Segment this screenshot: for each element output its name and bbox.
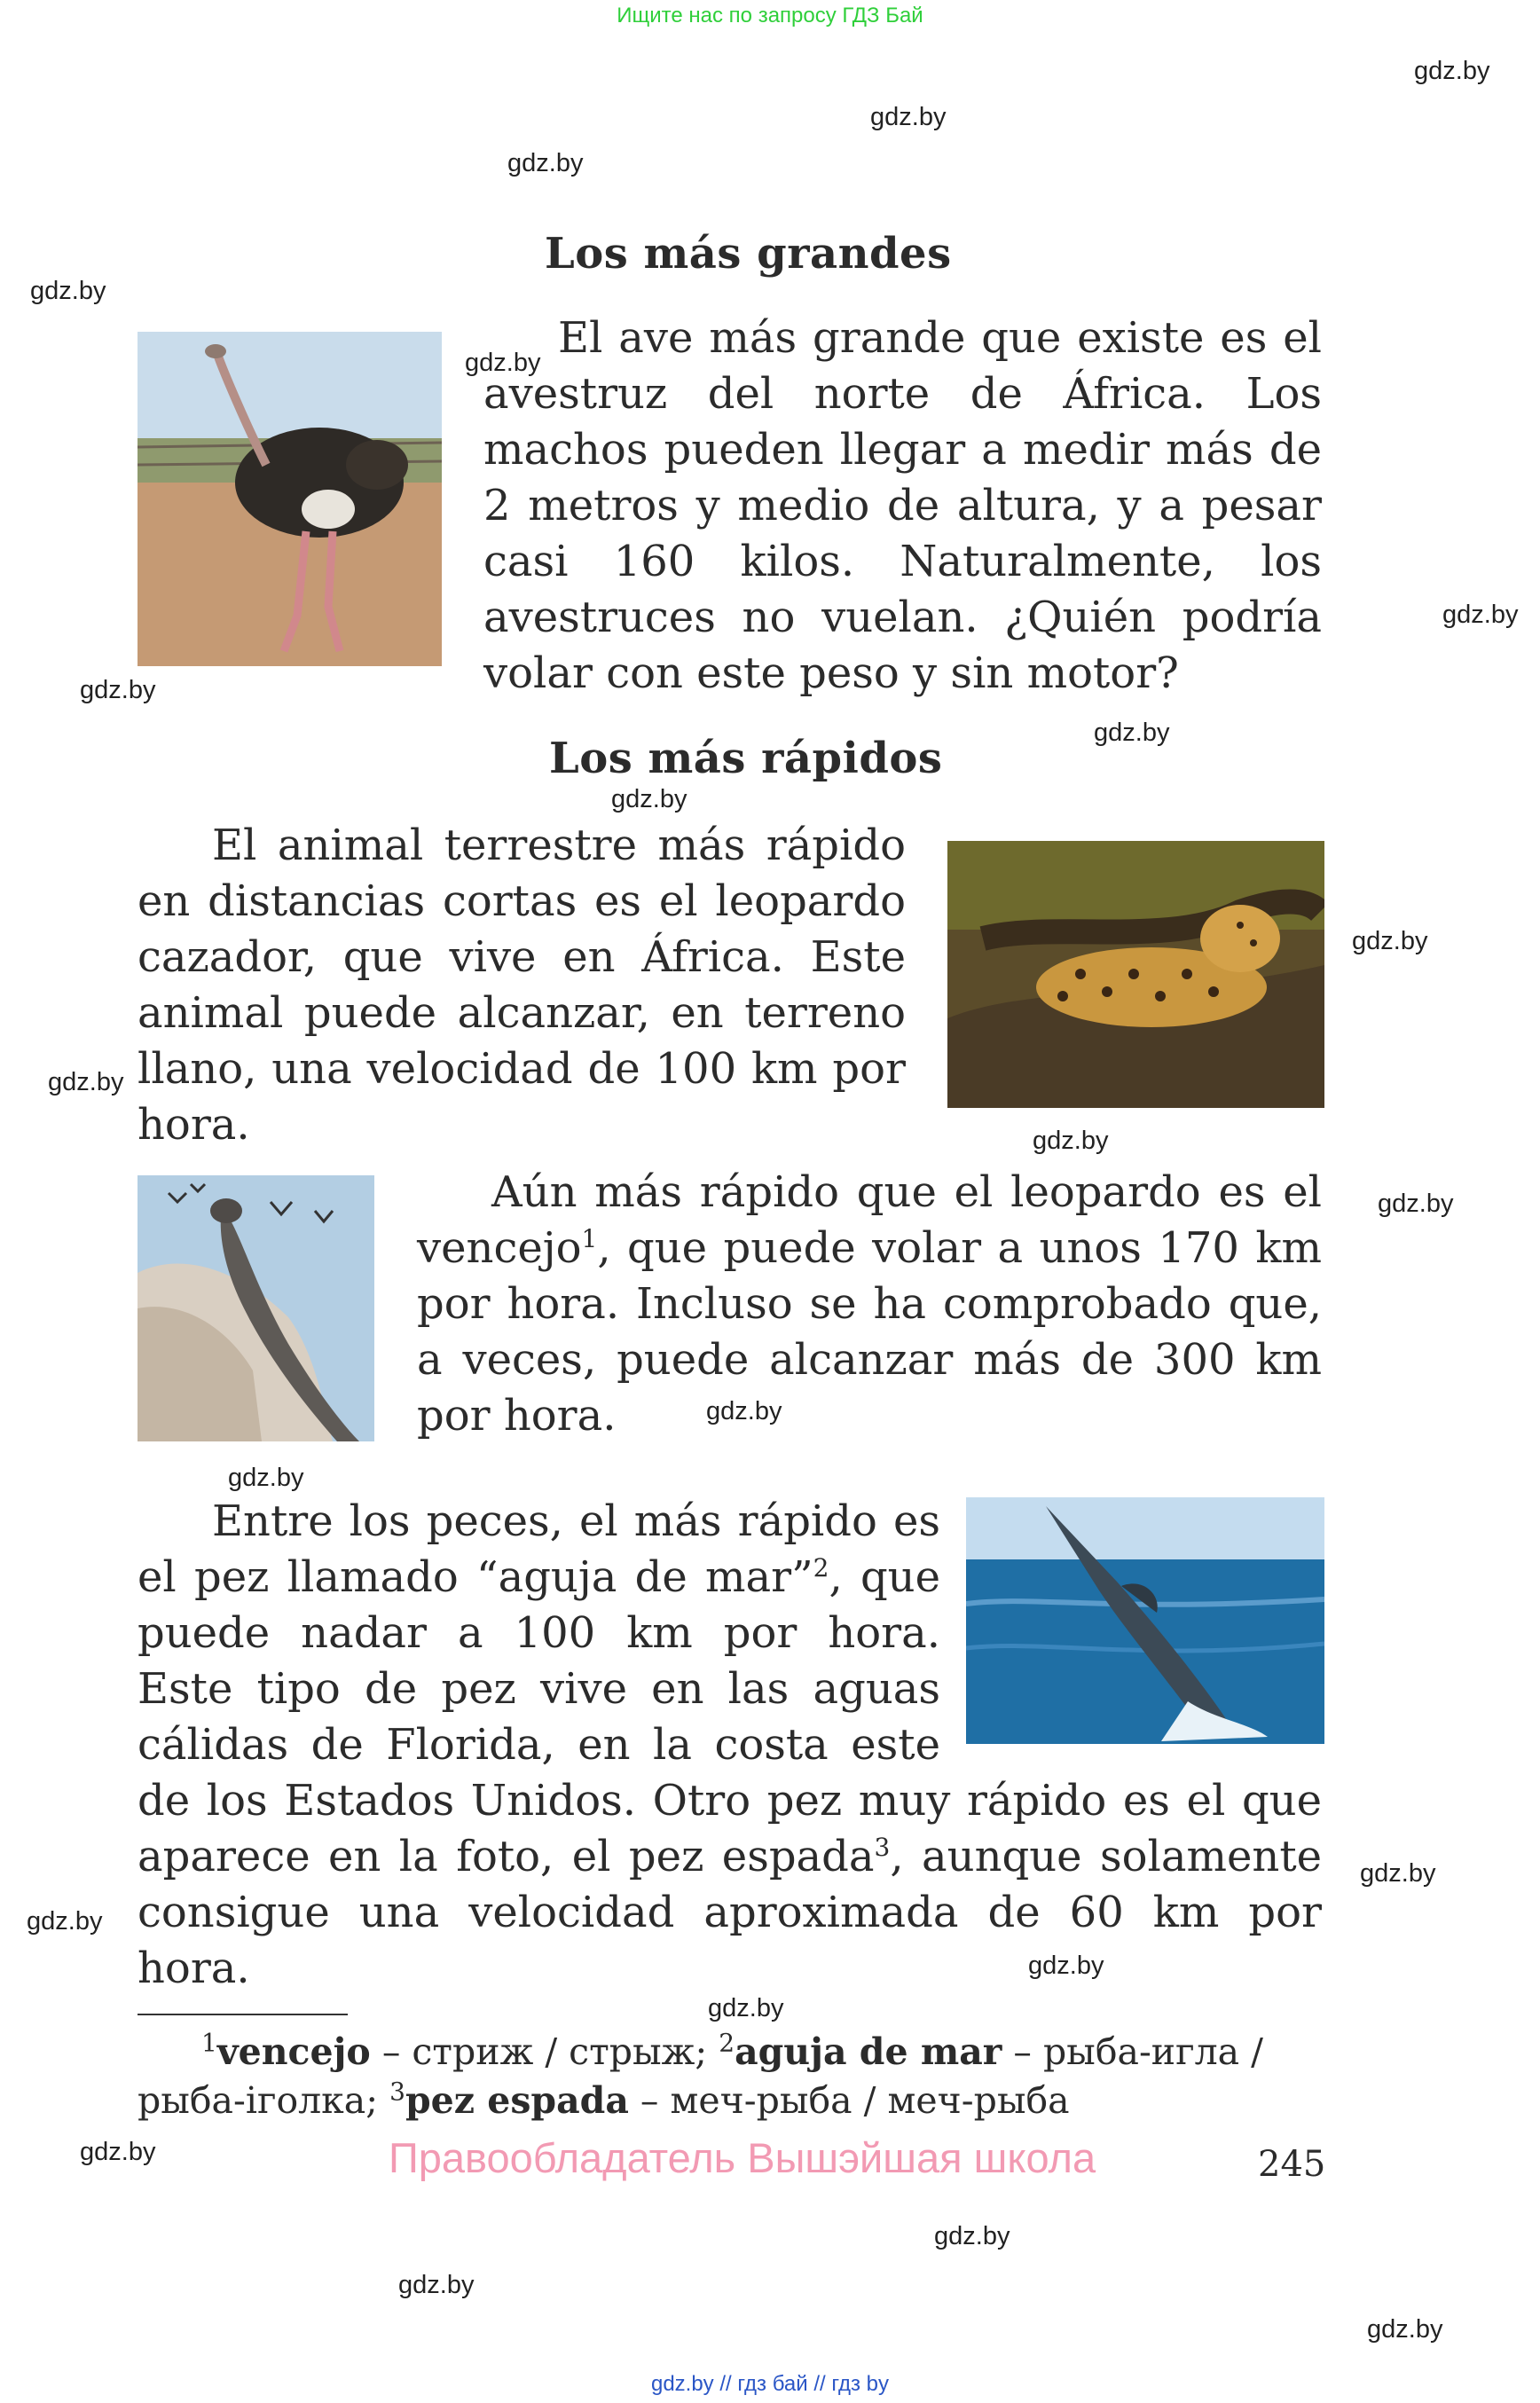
section-title-rapidos: Los más rápidos bbox=[549, 734, 943, 783]
watermark: gdz.by bbox=[1094, 719, 1170, 747]
watermark: gdz.by bbox=[1442, 601, 1519, 629]
watermark: gdz.by bbox=[30, 277, 106, 305]
paragraph-leopard-text: El animal terrestre más rápido en distancias cortas es el leopardo cazador, que vive en África. Este animal puede alcanzar, en terreno llano, una velocidad de 100 km por hora. bbox=[138, 821, 906, 1150]
ostrich-photo bbox=[138, 332, 442, 666]
footnote-definition: – меч-рыба / меч-рыба bbox=[628, 2079, 1070, 2122]
paragraph-fish-text-a: Entre los peces, el más rápido es el pez llamado “aguja de mar” bbox=[138, 1496, 940, 1602]
watermark: gdz.by bbox=[1033, 1127, 1109, 1155]
footnote-ref-3: 3 bbox=[874, 1833, 891, 1862]
paragraph-ostrich-text: El ave más grande que existe es el avestruz del norte de África. Los machos pueden llegar a medir más de 2 metros y medio de altura, y a pesar casi 160 kilos. Naturalmente, los avestruces no vuelan. ¿Quién podría volar con este peso y sin motor? bbox=[483, 313, 1322, 698]
footnote-term: aguja de mar bbox=[735, 2030, 1002, 2073]
footnotes bbox=[138, 2028, 1322, 2125]
paragraph-fish-text-c: , aunque solamente consigue una velocidad aproximada de 60 km por hora. bbox=[138, 1832, 1323, 1993]
footnote-ref-2: 2 bbox=[813, 1553, 829, 1582]
paragraph-ostrich bbox=[483, 310, 1322, 702]
watermark: gdz.by bbox=[228, 1464, 304, 1492]
footnote-number: 3 bbox=[389, 2077, 405, 2107]
watermark: gdz.by bbox=[465, 349, 541, 377]
watermark: gdz.by bbox=[1378, 1190, 1454, 1218]
paragraph-fish-text-b: , que puede nadar a 100 km por hora. Este tipo de pez vive en las aguas cálidas de Florida, en la costa este de los Estados Unidos. Otro pez muy rápido es el que aparece en la foto, el pez espada bbox=[138, 1552, 1322, 1881]
swift-photo bbox=[138, 1175, 374, 1441]
watermark: gdz.by bbox=[708, 1994, 784, 2022]
watermark: gdz.by bbox=[706, 1397, 782, 1425]
page-number: 245 bbox=[1258, 2144, 1326, 2185]
footnote-term: vencejo bbox=[216, 2030, 371, 2073]
paragraph-swift-text-b: , que puede volar a unos 170 km por hora. Incluso se ha comprobado que, a veces, puede alcanzar más de 300 km por hora. bbox=[417, 1223, 1322, 1441]
watermark: gdz.by bbox=[398, 2271, 475, 2299]
leopard-photo bbox=[947, 841, 1324, 1108]
watermark: gdz.by bbox=[507, 149, 584, 177]
paragraph-swift bbox=[417, 1165, 1322, 1444]
footnote-definition: – стриж / стрыж; bbox=[370, 2030, 719, 2073]
watermark: gdz.by bbox=[611, 785, 688, 813]
watermark: gdz.by bbox=[934, 2222, 1010, 2250]
watermark: gdz.by bbox=[80, 676, 156, 704]
copyright-owner: Правообладатель Вышэйшая школа bbox=[389, 2134, 1096, 2181]
watermark: gdz.by bbox=[80, 2138, 156, 2166]
paragraph-fish bbox=[138, 1494, 1322, 1997]
footnote-term: pez espada bbox=[405, 2079, 629, 2122]
footnote-separator bbox=[138, 2014, 348, 2015]
footnote-number: 1 bbox=[201, 2028, 217, 2058]
paragraph-leopard bbox=[138, 818, 906, 1153]
watermark: gdz.by bbox=[1352, 927, 1428, 955]
watermark: gdz.by bbox=[870, 103, 947, 131]
watermark: gdz.by bbox=[1028, 1951, 1104, 1980]
header-note: Ищите нас по запросу ГДЗ Бай bbox=[617, 4, 923, 27]
watermark: gdz.by bbox=[1414, 57, 1490, 85]
watermark: gdz.by bbox=[1367, 2315, 1443, 2344]
section-title-grandes: Los más grandes bbox=[545, 229, 952, 279]
paragraph-swift-text-a: Aún más rápido que el leopardo es el vencejo bbox=[417, 1167, 1322, 1273]
watermark: gdz.by bbox=[48, 1068, 124, 1096]
footnote-number: 2 bbox=[719, 2028, 735, 2058]
watermark: gdz.by bbox=[27, 1907, 103, 1936]
footnote-ref-1: 1 bbox=[581, 1224, 598, 1253]
watermark: gdz.by bbox=[1360, 1859, 1436, 1888]
footer-note: gdz.by // гдз бай // гдз by bbox=[650, 2372, 890, 2396]
footnote-definition: – рыба-игла / рыба-іголка; bbox=[138, 2030, 1263, 2122]
